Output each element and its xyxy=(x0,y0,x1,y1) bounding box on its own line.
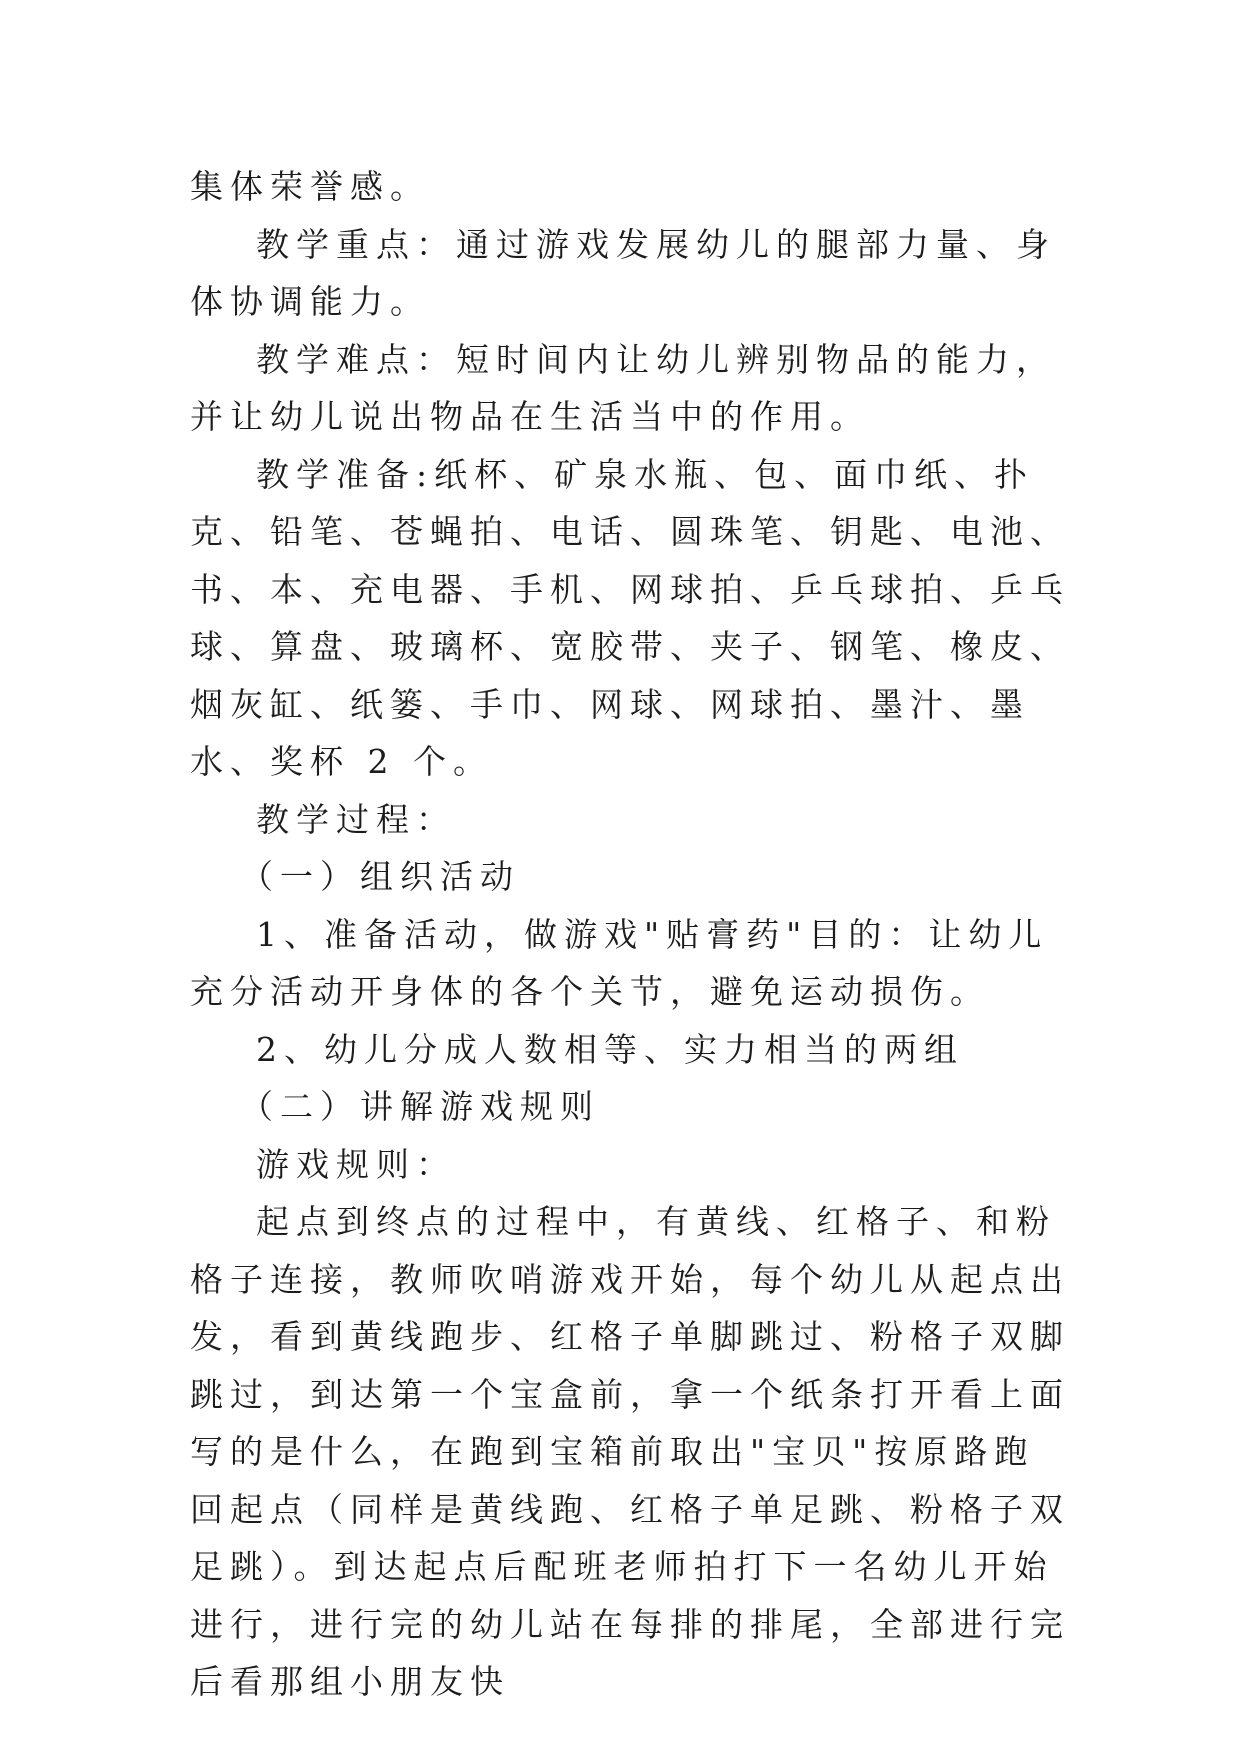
paragraph-collective-honor: 集体荣誉感。 xyxy=(190,167,430,206)
paragraph-warmup-activity: 1、准备活动，做游戏"贴膏药"目的：让幼儿充分活动开身体的各个关节，避免运动损伤。 xyxy=(190,914,1049,1011)
section-heading-game-rules: （二）讲解游戏规则 xyxy=(240,1087,600,1126)
paragraph-game-rules-detail: 起点到终点的过程中，有黄线、红格子、和粉格子连接，教师吹哨游戏开始，每个幼儿从起点出发，看到黄线跑步、红格子单脚跳过、粉格子双脚跳过，到达第一个宝盒前，拿一个纸条打开看上面写的是什么，在跑到宝箱前取出"宝贝"按原路跑回起点（同样是黄线跑、红格子单足跳、粉格子双足跳）。到达起点后配班老师拍打下一名幼儿开始进行，进行完的幼儿站在每排的排尾，全部进行完后看那组小朋友快 xyxy=(190,1202,1070,1701)
paragraph-teaching-difficulty: 教学难点：短时间内让幼儿辨别物品的能力，并让幼儿说出物品在生活当中的作用。 xyxy=(190,339,1056,436)
paragraph-teaching-focus: 教学重点：通过游戏发展幼儿的腿部力量、身体协调能力。 xyxy=(190,224,1056,321)
document-body xyxy=(190,158,1070,1711)
section-heading-organize-activity: （一）组织活动 xyxy=(240,857,520,896)
paragraph-teaching-process: 教学过程： xyxy=(256,799,456,839)
paragraph-teaching-preparation: 教学准备:纸杯、矿泉水瓶、包、面巾纸、扑克、铅笔、苍蝇拍、电话、圆珠笔、钥匙、电池、书、本、充电器、手机、网球拍、乒乓球拍、乒乓球、算盘、玻璃杯、宽胶带、夹子、钢笔、橡皮、烟灰缸、纸篓、手巾、网球、网球拍、墨汁、墨水、奖杯 2 个。 xyxy=(190,454,1070,781)
paragraph-group-division: 2、幼儿分成人数相等、实力相当的两组 xyxy=(256,1029,964,1069)
paragraph-game-rules-label: 游戏规则： xyxy=(256,1144,456,1184)
